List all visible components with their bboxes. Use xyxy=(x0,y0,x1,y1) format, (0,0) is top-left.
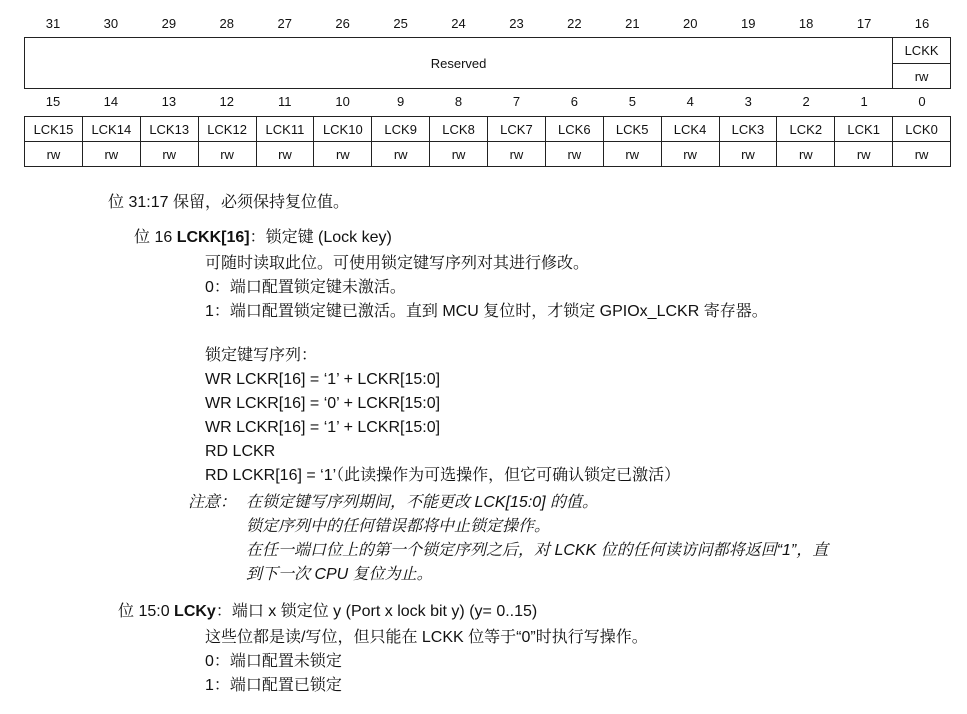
note-lines xyxy=(246,491,828,587)
lck-field: LCK15 xyxy=(25,117,83,142)
lck-field: LCK7 xyxy=(488,117,546,142)
note-line: 锁定序列中的任何错误都将中止锁定操作。 xyxy=(246,518,551,535)
lck-field: LCK3 xyxy=(719,117,777,142)
access-type: rw xyxy=(25,142,83,167)
bit-number: 25 xyxy=(393,16,408,31)
bit-number: 6 xyxy=(570,94,579,109)
access-type: rw xyxy=(256,142,314,167)
bit-number: 7 xyxy=(512,94,521,109)
access-type: rw xyxy=(372,142,430,167)
field-name: LCKK[16] xyxy=(176,229,250,246)
description-line: 0：端口配置锁定键未激活。 xyxy=(205,279,406,296)
access-type: rw xyxy=(314,142,372,167)
access-type: rw xyxy=(835,142,893,167)
sequence-step: RD LCKR[16] = ‘1’（此读操作为可选操作，但它可确认锁定已激活） xyxy=(205,467,681,484)
field-colon: ： xyxy=(249,229,266,246)
bit16-heading xyxy=(134,226,392,250)
lck-field: LCK6 xyxy=(545,117,603,142)
field-title: 端口 x 锁定位 y (Port x lock bit y) (y= 0..15) xyxy=(231,603,538,620)
bit-number: 21 xyxy=(625,16,640,31)
sequence-step: WR LCKR[16] = ‘1’ + LCKR[15:0] xyxy=(205,419,441,436)
bit-number: 26 xyxy=(335,16,350,31)
bit-number: 19 xyxy=(740,16,756,31)
note-line: 在任一端口位上的第一个锁定序列之后，对 LCKK 位的任何读访问都将返回“1”，直 xyxy=(246,542,829,559)
lck-field: LCK1 xyxy=(835,117,893,142)
access-type: rw xyxy=(893,142,951,167)
lckk-field: LCKK xyxy=(893,38,951,64)
lck-field: LCK12 xyxy=(198,117,256,142)
register-low-table xyxy=(24,116,951,167)
lck-field: LCK14 xyxy=(82,117,140,142)
bit-range-label: 位 15:0 xyxy=(118,603,170,620)
bits15-0-heading xyxy=(118,600,537,624)
bit-number: 0 xyxy=(918,94,926,109)
access-type: rw xyxy=(603,142,661,167)
field-colon: ： xyxy=(215,603,232,620)
lck-field: LCK5 xyxy=(603,117,661,142)
lck-field: LCK2 xyxy=(777,117,835,142)
bit-numbers-low xyxy=(24,94,951,109)
lck-field: LCK13 xyxy=(140,117,198,142)
bit-number: 4 xyxy=(686,94,694,109)
field-name: LCKy xyxy=(174,603,216,620)
bit-number: 28 xyxy=(219,16,235,31)
sequence-step: WR LCKR[16] = ‘1’ + LCKR[15:0] xyxy=(205,371,441,388)
lckk-access: rw xyxy=(893,64,951,89)
description-line: 1：端口配置锁定键已激活。直到 MCU 复位时，才锁定 GPIOx_LCKR 寄存器。 xyxy=(205,303,768,320)
bit-number: 12 xyxy=(219,94,235,109)
bit-number: 5 xyxy=(628,94,636,109)
bit-number: 30 xyxy=(103,16,119,31)
sequence-step: WR LCKR[16] = ‘0’ + LCKR[15:0] xyxy=(205,395,441,412)
access-type: rw xyxy=(488,142,546,167)
sequence-step: RD LCKR xyxy=(205,443,276,460)
description-line: 可随时读取此位。可使用锁定键写序列对其进行修改。 xyxy=(205,255,590,272)
bit-number: 10 xyxy=(335,94,350,109)
note-label: 注意： xyxy=(188,494,237,511)
bit-number: 20 xyxy=(683,16,698,31)
bit-number: 2 xyxy=(802,94,810,109)
bit-number: 16 xyxy=(914,16,930,31)
bit-range-label: 位 31:17 xyxy=(108,194,169,211)
bit-number: 27 xyxy=(277,16,292,31)
lck-field: LCK8 xyxy=(430,117,488,142)
access-type: rw xyxy=(661,142,719,167)
lck-field: LCK10 xyxy=(314,117,372,142)
description-line: 这些位都是读/写位，但只能在 LCKK 位等于“0”时执行写操作。 xyxy=(205,629,648,646)
lock-sequence xyxy=(205,344,680,488)
bit-number: 3 xyxy=(744,94,752,109)
lck-field: LCK0 xyxy=(893,117,951,142)
access-type: rw xyxy=(140,142,198,167)
lck-field: LCK11 xyxy=(256,117,314,142)
bit16-lines xyxy=(205,252,768,324)
reserved-field: Reserved xyxy=(25,38,893,89)
note-line: 在锁定键写序列期间，不能更改 LCK[15:0] 的值。 xyxy=(246,494,599,511)
lck-field: LCK4 xyxy=(661,117,719,142)
description-line: 0：端口配置未锁定 xyxy=(205,653,342,670)
bit-number: 18 xyxy=(798,16,814,31)
bits31-17-description xyxy=(108,191,349,215)
bit-number: 24 xyxy=(451,16,466,31)
bit-number: 15 xyxy=(45,94,61,109)
bits15-0-lines xyxy=(205,626,648,698)
register-high-table xyxy=(24,37,951,89)
description-line: 1：端口配置已锁定 xyxy=(205,677,342,694)
bit-number: 9 xyxy=(396,94,405,109)
lck-field: LCK9 xyxy=(372,117,430,142)
sequence-title: 锁定键写序列： xyxy=(205,347,318,364)
access-type: rw xyxy=(430,142,488,167)
access-type: rw xyxy=(777,142,835,167)
bit-number: 8 xyxy=(454,94,463,109)
bit-number: 17 xyxy=(856,16,872,31)
bit-number: 31 xyxy=(45,16,61,31)
bit-description-text: 保留，必须保持复位值。 xyxy=(172,194,349,211)
access-type: rw xyxy=(719,142,777,167)
bit-number: 22 xyxy=(567,16,582,31)
bit-number: 29 xyxy=(161,16,177,31)
field-title: 锁定键 (Lock key) xyxy=(265,229,392,246)
bit-number: 11 xyxy=(277,94,292,109)
access-type: rw xyxy=(545,142,603,167)
bit-numbers-high xyxy=(24,16,951,31)
bit-number: 14 xyxy=(103,94,119,109)
access-type: rw xyxy=(82,142,140,167)
note-line: 到下一次 CPU 复位为止。 xyxy=(246,566,433,583)
bit-number: 13 xyxy=(161,94,177,109)
bit-number: 1 xyxy=(860,94,868,109)
bit-range-label: 位 16 xyxy=(134,229,173,246)
access-type: rw xyxy=(198,142,256,167)
bit-number: 23 xyxy=(509,16,524,31)
